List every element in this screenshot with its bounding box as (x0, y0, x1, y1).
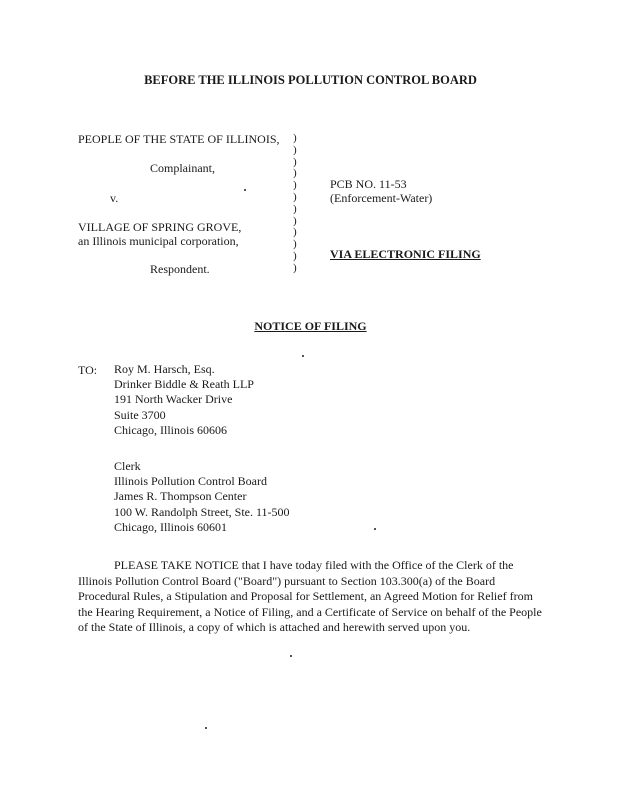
plaintiff-role: Complainant, (150, 161, 215, 175)
body-line: Illinois Pollution Control Board ("Board") pursuant to Section 103.300(a) of the Board (78, 573, 496, 588)
recipient-name: Clerk (114, 459, 141, 473)
scan-speck (244, 189, 246, 191)
body-line: PLEASE TAKE NOTICE that I have today filed with the Office of the Clerk of the (114, 558, 514, 572)
body-line: of the State of Illinois, a copy of which is attached and herewith served upon you. (78, 620, 471, 634)
to-label: TO: (78, 363, 98, 377)
recipient-suite: Suite 3700 (114, 407, 166, 422)
notice-title: NOTICE OF FILING (254, 319, 367, 333)
recipient-city: Chicago, Illinois 60606 (114, 422, 227, 437)
case-number: PCB NO. 11-53 (330, 177, 407, 191)
case-type: (Enforcement-Water) (330, 191, 433, 205)
recipient-address-clerk (114, 459, 290, 535)
recipient-org: Illinois Pollution Control Board (114, 474, 268, 489)
recipient-building: James R. Thompson Center (114, 489, 247, 504)
recipient-street: 191 North Wacker Drive (114, 392, 233, 407)
defendant-role: Respondent. (150, 262, 210, 276)
recipient-city: Chicago, Illinois 60601 (114, 519, 227, 534)
recipient-street: 100 W. Randolph Street, Ste. 11-500 (114, 504, 290, 519)
recipient-firm: Drinker Biddle & Reath LLP (114, 377, 254, 392)
plaintiff-name: PEOPLE OF THE STATE OF ILLINOIS, (78, 132, 280, 146)
defendant-description: an Illinois municipal corporation, (78, 234, 239, 248)
filing-method: VIA ELECTRONIC FILING (330, 247, 481, 261)
body-line: Procedural Rules, a Stipulation and Proposal for Settlement, an Agreed Motion for Relief from (78, 589, 533, 603)
scan-speck (205, 727, 207, 729)
scan-speck (302, 355, 304, 357)
body-line: the Hearing Requirement, a Notice of Filing, and a Certificate of Service on behalf of the People (78, 604, 542, 619)
caption-parentheses: ) ) ) ) ) ) ) ) ) ) ) ) (293, 132, 297, 274)
notice-body (78, 558, 542, 636)
defendant-name: VILLAGE OF SPRING GROVE, (78, 220, 242, 234)
scan-speck (290, 655, 292, 657)
recipient-name: Roy M. Harsch, Esq. (114, 362, 215, 376)
scan-speck (374, 528, 376, 530)
court-heading: BEFORE THE ILLINOIS POLLUTION CONTROL BOARD (144, 73, 477, 87)
versus-label: v. (110, 191, 119, 205)
recipient-address-harsch (114, 362, 254, 438)
